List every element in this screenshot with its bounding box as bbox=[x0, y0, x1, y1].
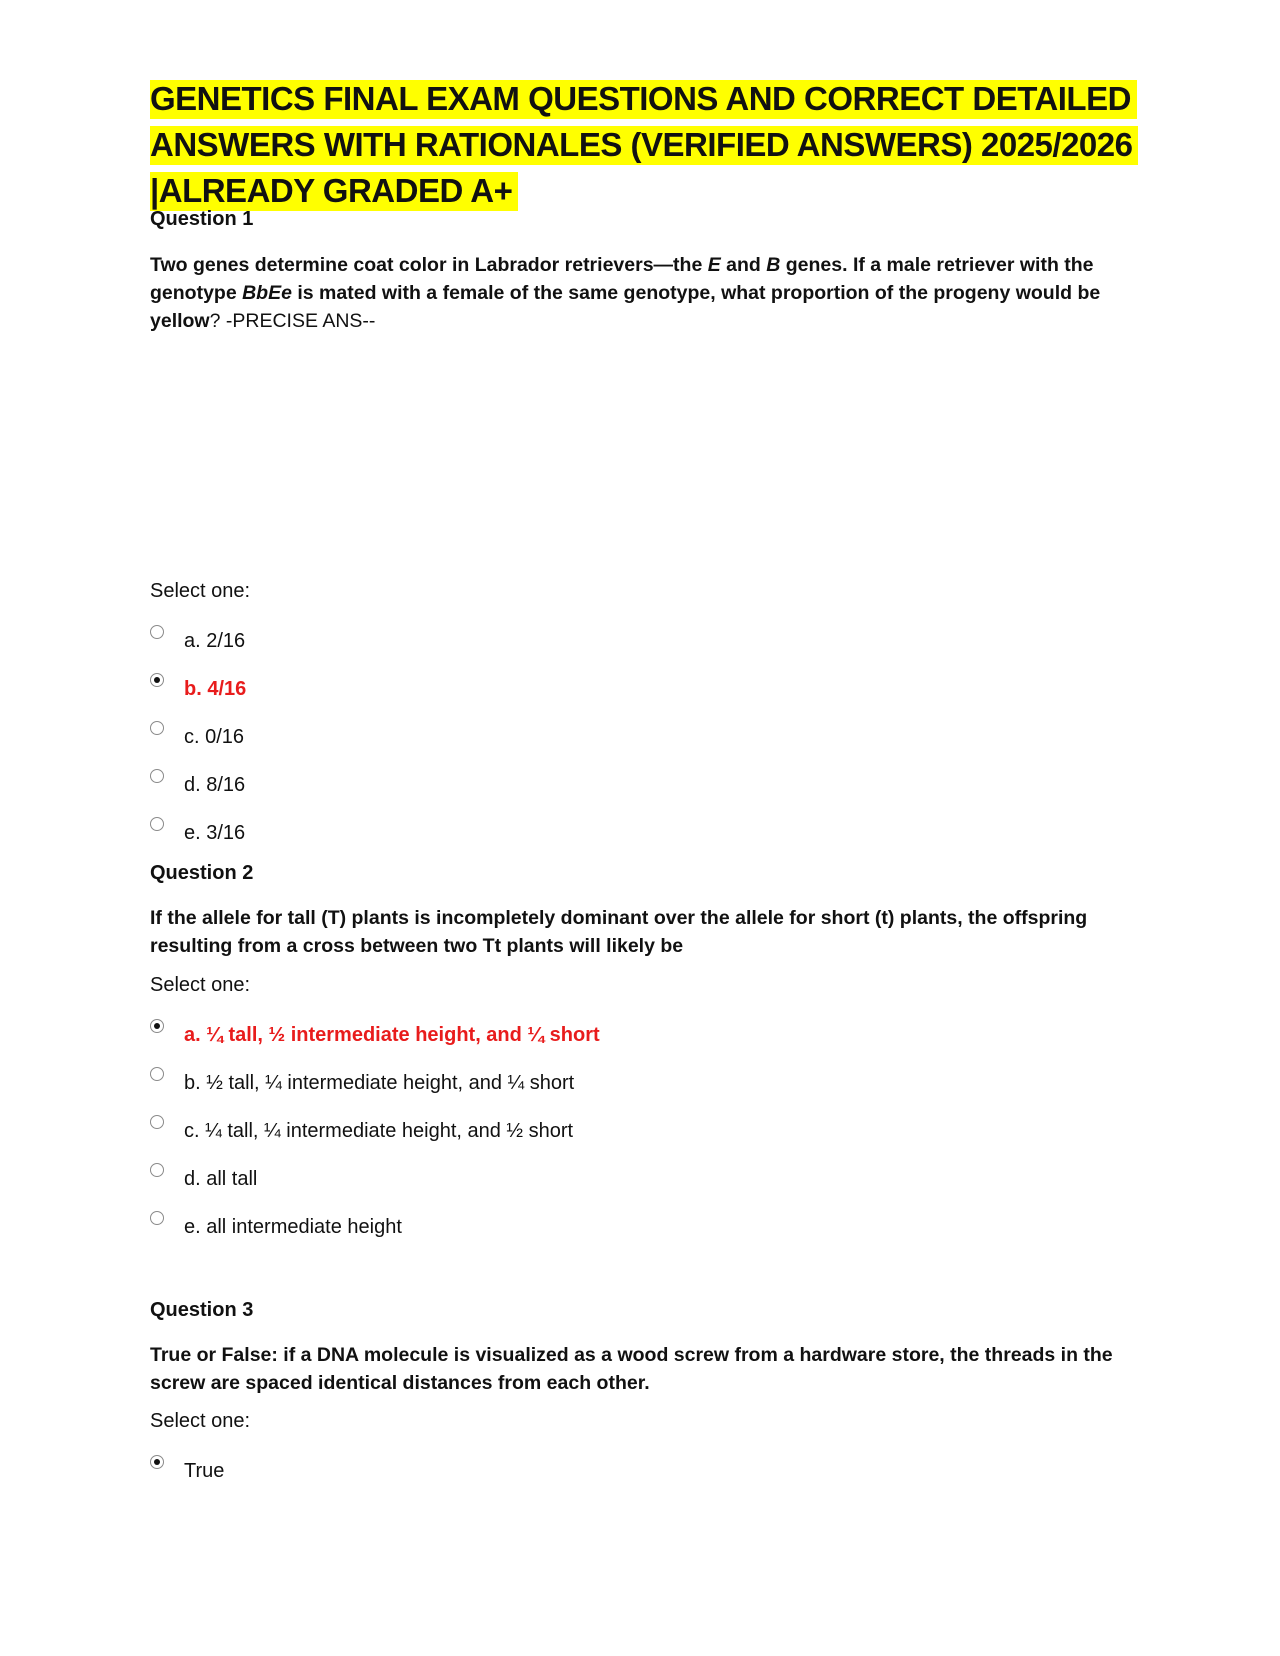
question-2-option-b[interactable] bbox=[150, 1071, 574, 1101]
question-2-option-a[interactable] bbox=[150, 1023, 600, 1053]
question-2-option-c[interactable] bbox=[150, 1119, 573, 1149]
radio-button-icon[interactable] bbox=[150, 1163, 164, 1177]
title-line-1: GENETICS FINAL EXAM QUESTIONS AND CORRECT DETAILED bbox=[150, 80, 1137, 119]
radio-button-selected-icon[interactable] bbox=[150, 1019, 164, 1033]
question-2-select-label: Select one: bbox=[150, 974, 251, 996]
question-1-option-a[interactable] bbox=[150, 629, 245, 659]
q1-text-gene-e: E bbox=[707, 254, 721, 276]
radio-button-icon[interactable] bbox=[150, 625, 164, 639]
title-line-3: |ALREADY GRADED A+ bbox=[150, 172, 518, 211]
option-label: a. 2/16 bbox=[184, 630, 246, 652]
option-label: c. 0/16 bbox=[184, 726, 245, 748]
question-1-text bbox=[150, 251, 1140, 335]
option-label: d. 8/16 bbox=[184, 774, 246, 796]
q1-text-part: is mated with a female of the same genotype, what proportion of the progeny would be yellow bbox=[150, 282, 1101, 332]
title-line-2: ANSWERS WITH RATIONALES (VERIFIED ANSWERS) 2025/2026 bbox=[150, 126, 1138, 165]
question-1-heading: Question 1 bbox=[150, 208, 254, 230]
radio-button-icon[interactable] bbox=[150, 721, 164, 735]
question-3-heading: Question 3 bbox=[150, 1299, 254, 1321]
radio-button-icon[interactable] bbox=[150, 1211, 164, 1225]
document-title bbox=[150, 76, 1140, 214]
question-3-text: True or False: if a DNA molecule is visualized as a wood screw from a hardware store, the threads in the screw are spaced identical distances from each other. bbox=[150, 1344, 1113, 1394]
q1-text-gene-b: B bbox=[766, 254, 781, 276]
option-label: True bbox=[184, 1460, 225, 1482]
question-2-heading: Question 2 bbox=[150, 862, 254, 884]
question-2-option-d[interactable] bbox=[150, 1167, 257, 1197]
q1-text-part: genes. If a male retriever with the genotype bbox=[150, 254, 1094, 304]
option-label: d. all tall bbox=[184, 1168, 258, 1190]
radio-button-icon[interactable] bbox=[150, 1067, 164, 1081]
question-3-select-label: Select one: bbox=[150, 1410, 251, 1432]
q1-text-genotype: BbEe bbox=[242, 282, 292, 304]
q1-text-part: and bbox=[720, 254, 767, 276]
option-label-correct: b. 4/16 bbox=[184, 678, 247, 700]
question-1-option-c[interactable] bbox=[150, 725, 244, 755]
option-label: b. ½ tall, ¼ intermediate height, and ¼ short bbox=[184, 1072, 575, 1094]
radio-button-icon[interactable] bbox=[150, 769, 164, 783]
question-3-option-true[interactable] bbox=[150, 1459, 224, 1489]
question-2-text: If the allele for tall (T) plants is incompletely dominant over the allele for short (t) plants, the offspring resulting from a cross between two Tt plants will likely be bbox=[150, 907, 1088, 957]
q1-text-answer-marker: ? -PRECISE ANS-- bbox=[209, 310, 376, 332]
radio-button-icon[interactable] bbox=[150, 817, 164, 831]
q1-text-part: Two genes determine coat color in Labrador retrievers—the bbox=[150, 254, 708, 276]
radio-button-selected-icon[interactable] bbox=[150, 673, 164, 687]
radio-button-icon[interactable] bbox=[150, 1115, 164, 1129]
option-label: e. 3/16 bbox=[184, 822, 246, 844]
option-label-correct: a. ¼ tall, ½ intermediate height, and ¼ short bbox=[184, 1024, 600, 1046]
question-1-select-label: Select one: bbox=[150, 580, 251, 602]
option-label: e. all intermediate height bbox=[184, 1216, 402, 1238]
question-2-option-e[interactable] bbox=[150, 1215, 402, 1245]
question-1-option-d[interactable] bbox=[150, 773, 245, 803]
question-1-option-e[interactable] bbox=[150, 821, 245, 851]
option-label: c. ¼ tall, ¼ intermediate height, and ½ short bbox=[184, 1120, 574, 1142]
radio-button-selected-icon[interactable] bbox=[150, 1455, 164, 1469]
question-1-option-b[interactable] bbox=[150, 677, 246, 707]
